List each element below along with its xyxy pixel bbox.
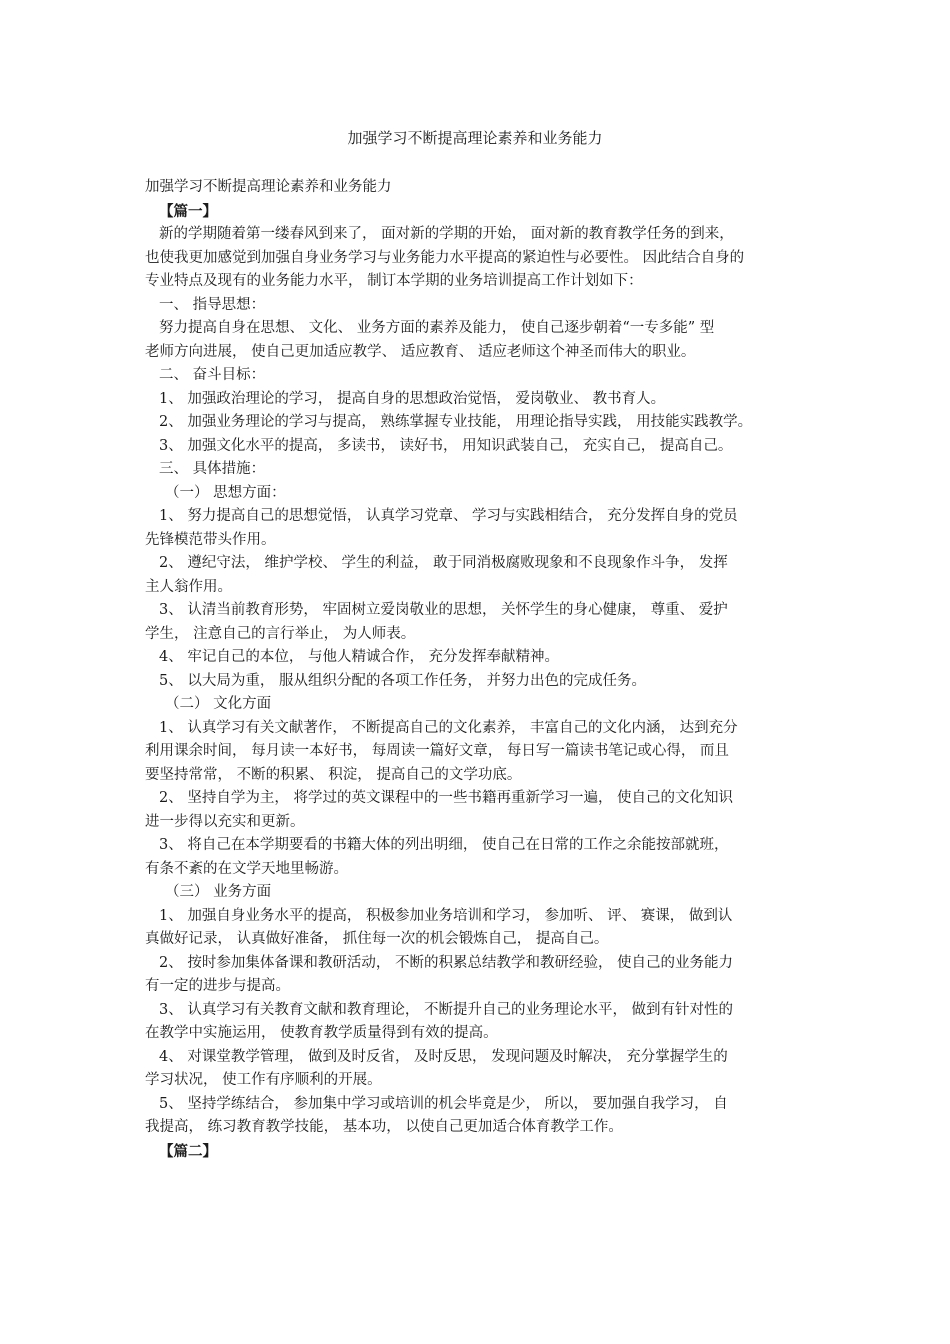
- paragraph-line: 2、 加强业务理论的学习与提高， 熟练掌握专业技能， 用理论指导实践， 用技能实践教学。: [159, 414, 753, 430]
- document-title: 加强学习不断提高理论素养和业务能力: [347, 129, 603, 147]
- paragraph-line: 一、 指导思想：: [159, 296, 266, 313]
- paragraph-line: （三） 业务方面: [165, 884, 272, 900]
- paragraph-line: 有条不紊的在文学天地里畅游。: [145, 860, 348, 877]
- document-body: [145, 176, 825, 1163]
- paragraph-line: 1、 认真学习有关文献著作， 不断提高自己的文化素养， 丰富自己的文化内涵， 达到充分: [159, 719, 738, 736]
- paragraph-line: 3、 将自己在本学期要看的书籍大体的列出明细， 使自己在日常的工作之余能按部就班，: [159, 837, 729, 853]
- paragraph-line: 5、 以大局为重， 服从组织分配的各项工作任务， 并努力出色的完成任务。: [159, 672, 647, 689]
- paragraph-line: （一） 思想方面：: [165, 484, 286, 501]
- paragraph-line: 有一定的进步与提高。: [145, 978, 290, 994]
- paragraph-line: 2、 遵纪守法， 维护学校、 学生的利益， 敢于同消极腐败现象和不良现象作斗争， 发挥: [159, 555, 728, 571]
- paragraph-line: 3、 加强文化水平的提高， 多读书， 读好书， 用知识武装自己， 充实自己， 提高自己。: [159, 437, 733, 454]
- paragraph-line: 我提高， 练习教育教学技能， 基本功， 以使自己更加适合体育教学工作。: [145, 1119, 623, 1135]
- paragraph-line: 努力提高自身在思想、 文化、 业务方面的素养及能力， 使自己逐步朝着“一专多能” 型: [159, 320, 715, 336]
- paragraph-line: 学生， 注意自己的言行举止， 为人师表。: [145, 625, 416, 642]
- paragraph-line: 主人翁作用。: [145, 578, 232, 595]
- paragraph-line: 2、 坚持自学为主， 将学过的英文课程中的一些书籍再重新学习一遍， 使自己的文化知识: [159, 790, 734, 806]
- paragraph-line: 三、 具体措施：: [159, 461, 266, 477]
- paragraph-line: 5、 坚持学练结合， 参加集中学习或培训的机会毕竟是少， 所以， 要加强自我学习， 自: [159, 1095, 728, 1112]
- paragraph-line: 1、 努力提高自己的思想觉悟， 认真学习党章、 学习与实践相结合， 充分发挥自身的党员: [159, 508, 738, 524]
- paragraph-line: 1、 加强自身业务水平的提高， 积极参加业务培训和学习， 参加听、 评、 赛课， 做到认: [159, 907, 733, 924]
- paragraph-line: 二、 奋斗目标：: [159, 367, 266, 383]
- paragraph-line: 先锋模范带头作用。: [145, 531, 276, 548]
- paragraph-line: 真做好记录， 认真做好准备， 抓住每一次的机会锻炼自己， 提高自己。: [145, 931, 609, 947]
- paragraph-line: 2、 按时参加集体备课和教研活动， 不断的积累总结教学和教研经验， 使自己的业务能力: [159, 954, 734, 971]
- paragraph-line: 4、 牢记自己的本位， 与他人精诚合作， 充分发挥奉献精神。: [159, 649, 560, 665]
- paragraph-line: （二） 文化方面: [165, 696, 272, 712]
- section-heading: 【篇一】: [159, 202, 217, 220]
- paragraph-line: 要坚持常常， 不断的积累、 积淀， 提高自己的文学功底。: [145, 766, 522, 783]
- subtitle-line: 加强学习不断提高理论素养和业务能力: [145, 179, 392, 195]
- section-heading: 【篇二】: [159, 1142, 217, 1160]
- paragraph-line: 利用课余时间， 每月读一本好书， 每周读一篇好文章， 每日写一篇读书笔记或心得， 而且: [145, 743, 729, 759]
- paragraph-line: 新的学期随着第一缕春风到来了， 面对新的学期的开始， 面对新的教育教学任务的到来，: [159, 226, 734, 242]
- paragraph-line: 1、 加强政治理论的学习， 提高自身的思想政治觉悟， 爱岗敬业、 教书育人。: [159, 390, 666, 407]
- paragraph-line: 3、 认真学习有关教育文献和教育理论， 不断提升自己的业务理论水平， 做到有针对性的: [159, 1001, 734, 1018]
- paragraph-line: 老师方向进展， 使自己更加适应教学、 适应教育、 适应老师这个神圣而伟大的职业。: [145, 343, 696, 360]
- paragraph-line: 学习状况， 使工作有序顺利的开展。: [145, 1072, 382, 1088]
- paragraph-line: 4、 对课堂教学管理， 做到及时反省， 及时反思， 发现问题及时解决， 充分掌握学生的: [159, 1048, 728, 1065]
- paragraph-line: 进一步得以充实和更新。: [145, 813, 305, 830]
- paragraph-line: 专业特点及现有的业务能力水平， 制订本学期的业务培训提高工作计划如下：: [145, 273, 643, 289]
- paragraph-line: 也使我更加感觉到加强自身业务学习与业务能力水平提高的紧迫性与必要性。 因此结合自身的: [145, 249, 745, 266]
- paragraph-line: 3、 认清当前教育形势， 牢固树立爱岗敬业的思想， 关怀学生的身心健康， 尊重、 爱护: [159, 602, 728, 618]
- paragraph-line: 在教学中实施运用， 使教育教学质量得到有效的提高。: [145, 1025, 498, 1041]
